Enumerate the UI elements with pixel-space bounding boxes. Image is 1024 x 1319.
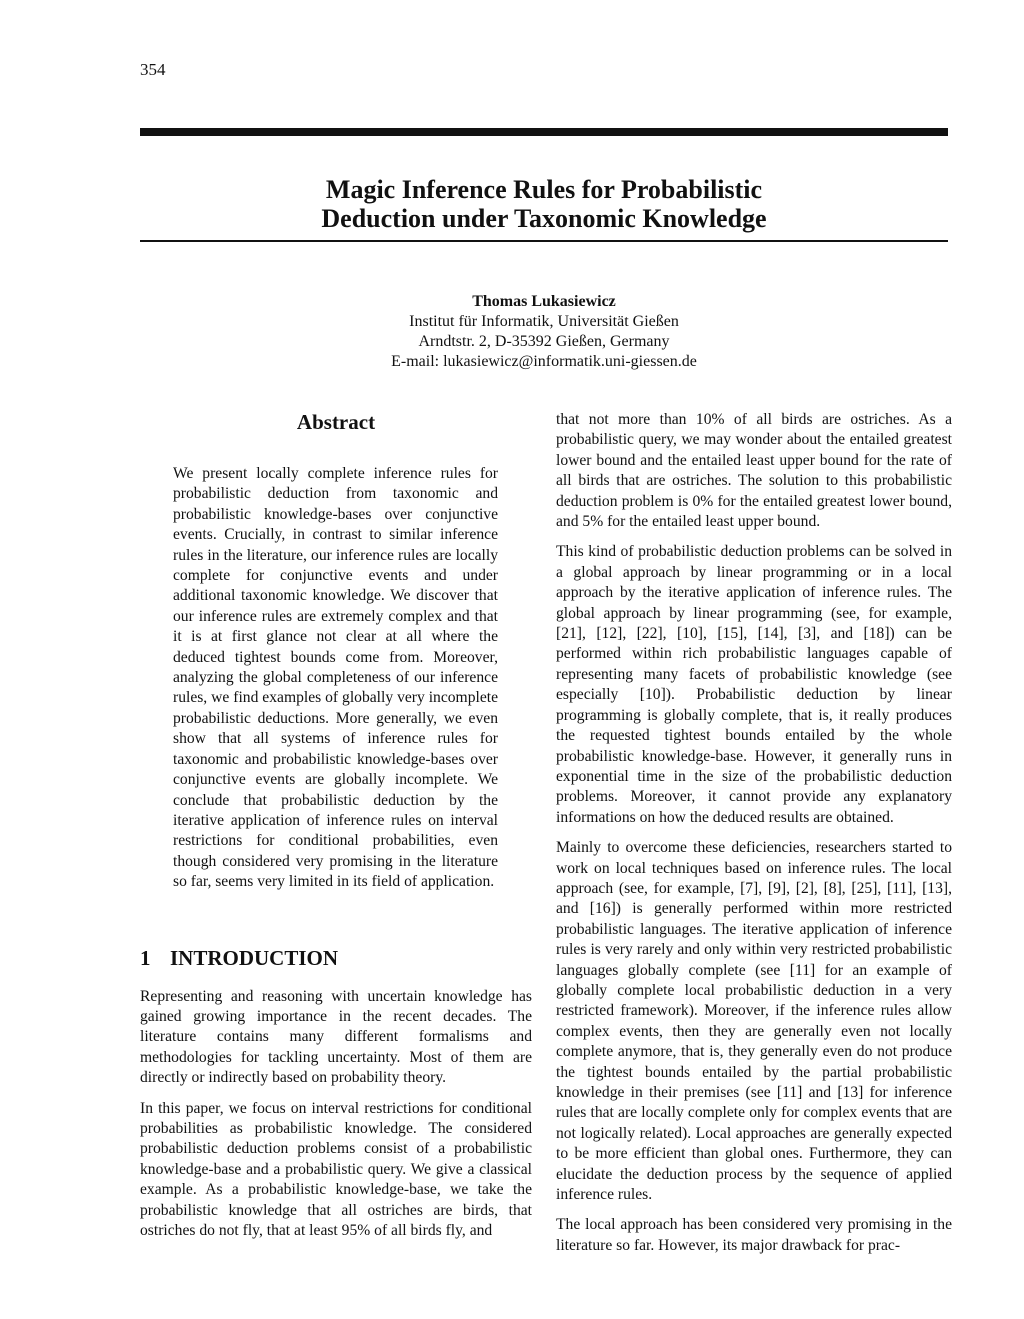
paper-title [140,175,948,233]
title-line-2: Deduction under Taxonomic Knowledge [321,204,767,234]
author-name: Thomas Lukasiewicz [472,293,616,310]
title-line-1: Magic Inference Rules for Probabilistic [325,175,763,205]
right-paragraph-3: Mainly to overcome these deficiencies, researchers started to work on local techniques based on inference rules. The local approach (see, for example, [7], [9], [2], [8], [25], [11], [13], and [16]) is generally performed within more restricted probabilistic languages. The iterative application of inference rules is very rarely and only within very restricted probabilistic languages globally complete (see [11] for an example of globally complete local probabilistic deduction in a very restricted framework). Moreover, if the inference rules allow complex events, then they are generally even not locally complete anymore, that is, they generally even do not produce the tightest bounds entailed by the partial probabilistic knowledge in their premises (see [11] and [13] for inference rules that are locally complete only for complex events that are not logically related). Local approaches are generally expected to be more efficient than global ones. Furthermore, they can elucidate the deduction process by the sequence of applied inference rules. [556,839,952,1204]
right-paragraph-4: The local approach has been considered very promising in the literature so far. However, its major drawback for prac- [556,1216,952,1254]
right-column [556,410,952,1266]
author-block [140,292,948,372]
author-email: E-mail: lukasiewicz@informatik.uni-giessen.de [391,353,697,370]
left-column [140,410,532,1251]
author-affiliation: Institut für Informatik, Universität Gießen [409,313,679,330]
abstract-text: We present locally complete inference rules for probabilistic deduction from taxonomic and probabilistic knowledge-bases over conjunctive events. Crucially, in contrast to similar inference rules in the literature, our inference rules are locally complete for conjunctive events and under additional taxonomic knowledge. We discover that our inference rules are extremely complex and that it is at first glance not clear at all where the deduced tightest bounds come from. Moreover, analyzing the global completeness of our inference rules, we find examples of globally very incomplete probabilistic deductions. More generally, we even show that all systems of inference rules for taxonomic and probabilistic knowledge-bases over conjunctive events are globally incomplete. We conclude that probabilistic deduction by the iterative application of inference rules on interval restrictions for conditional probabilities, even though considered very promising in the literature so far, seems very limited in its field of application. [173,465,498,891]
title-rule [140,240,948,242]
page-number: 354 [140,60,166,79]
right-paragraph-1: that not more than 10% of all birds are ostriches. As a probabilistic query, we may wonder about the entailed greatest lower bound and the entailed least upper bound for the rate of all birds that are ostriches. The solution to this probabilistic deduction problem is 0% for the entailed greatest lower bound, and 5% for the entailed least upper bound. [556,411,952,531]
intro-paragraph-2: In this paper, we focus on interval restrictions for conditional probabilities as probabilistic knowledge. The considered probabilistic deduction problems consist of a probabilistic knowledge-base and a probabilistic query. We give a classical example. As a probabilistic knowledge-base, we take the probabilistic knowledge that all ostriches are birds, that ostriches do not fly, that at least 95% of all birds fly, and [140,1099,532,1239]
section-number: 1 [140,945,151,970]
abstract-heading: Abstract [296,410,376,434]
top-rule [140,128,948,136]
section-title: INTRODUCTION [170,945,339,970]
right-paragraph-2: This kind of probabilistic deduction problems can be solved in a global approach by linear programming or in a local approach by the iterative application of inference rules. The global approach by linear programming (see, for example, [21], [12], [22], [10], [15], [14], [3], and [18]) can be performed within rich probabilistic languages capable of representing many facets of probabilistic knowledge (see especially [10]). Probabilistic deduction by linear programming is globally complete, that is, it really produces the requested tightest bounds entailed by the whole probabilistic knowledge-base. However, it generally runs in exponential time in the size of the probabilistic deduction problems. Moreover, it cannot provide any explanatory informations on how the deduced results are obtained. [556,543,952,826]
author-address: Arndtstr. 2, D-35392 Gießen, Germany [418,333,670,350]
intro-paragraph-1: Representing and reasoning with uncertain knowledge has gained growing importance in the recent decades. The literature contains many different formalisms and methodologies for tackling uncertainty. Most of them are directly or indirectly based on probability theory. [140,987,532,1087]
section-heading-introduction [140,945,532,971]
